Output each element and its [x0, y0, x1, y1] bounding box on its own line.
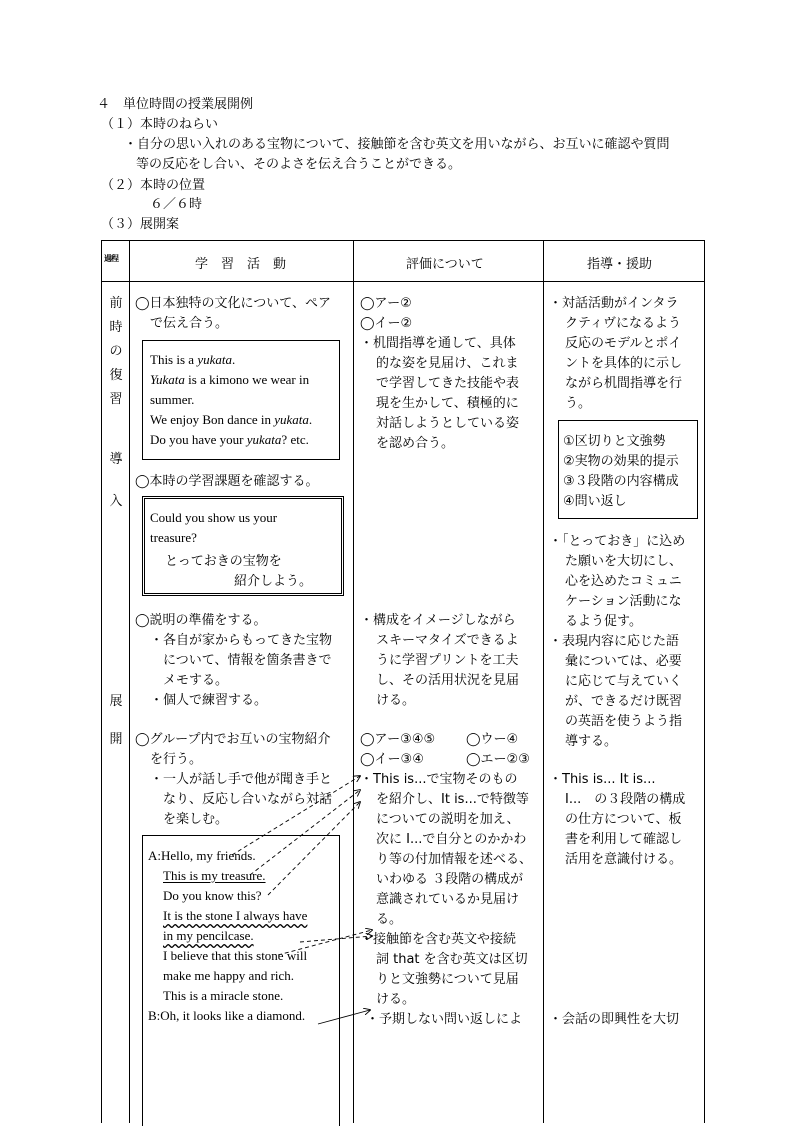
activity-2: ◯本時の学習課題を確認する。: [135, 474, 319, 489]
support-2c: 心を込めたコミュニ: [565, 574, 682, 589]
support-2e: るよう促す。: [565, 614, 642, 629]
support-4e: 活用を意識付ける。: [565, 852, 683, 867]
support-2a: ・「とっておき」に込め: [549, 534, 686, 549]
eval-criterion-1: ◯アー②: [360, 296, 412, 311]
aim-label: （１）本時のねらい: [101, 117, 219, 132]
dialog-line-3: Do you know this?: [163, 888, 262, 903]
eval-note-4c: りと文強勢について見届: [376, 972, 519, 987]
arrow-3: [268, 802, 360, 895]
eval-note-3d: 次に I...で自分とのかかわ: [376, 832, 527, 847]
eval-note-3g: 意識されているか見届け: [376, 892, 520, 907]
activity-1-line1: ◯日本独特の文化について、ペア: [135, 296, 332, 311]
point-1: ①区切りと文強勢: [563, 434, 666, 449]
arrow-1: [232, 776, 360, 855]
eval-criterion-2: ◯イー②: [360, 316, 413, 331]
support-4a: ・This is... It is...: [549, 772, 656, 787]
activity-4-bullet-1a: ・一人が話し手で他が聞き手と: [150, 772, 333, 787]
eval-note-1b: 的な姿を見届け、これま: [376, 356, 519, 371]
eval-note-3a: ・This is...で宝物そのもの: [360, 772, 518, 787]
activity-3-bullet-1a: ・各自が家からもってきた宝物: [150, 633, 333, 648]
eval-criterion-6: ◯エー②③: [466, 752, 530, 767]
dialog-line-2: This is my treasure.: [163, 868, 266, 883]
eval-note-5: ・予期しない問い返しによ: [366, 1012, 523, 1027]
activity-3: ◯説明の準備をする。: [135, 613, 267, 628]
support-2b: た願いを大切にし、: [565, 554, 683, 569]
eval-note-1f: を認め合う。: [376, 436, 455, 451]
activity-4-line1: ◯グループ内でお互いの宝物紹介: [135, 732, 331, 747]
activity-4-line2: を行う。: [150, 752, 203, 767]
goal-line-2: treasure?: [150, 530, 197, 545]
dialog-line-9: B:Oh, it looks like a diamond.: [148, 1008, 306, 1023]
example-line-5: Do you have your yukata? etc.: [150, 432, 309, 447]
support-4c: の仕方について、板: [565, 812, 682, 827]
eval-note-1e: 対話しようとしている姿: [376, 416, 520, 431]
eval-note-1d: 現を生かして、積極的に: [376, 396, 519, 411]
arrow-2: [250, 790, 360, 875]
arrow-4: [300, 936, 372, 942]
arrow-6: [318, 1010, 370, 1024]
eval-note-2b: スキーマタイズできるよ: [376, 633, 519, 648]
dialog-line-7: make me happy and rich.: [163, 968, 295, 983]
eval-note-1c: で学習してきた技能や表: [376, 376, 520, 391]
dialog-line-1: A:Hello, my friends.: [148, 848, 256, 863]
example-line-3: summer.: [150, 392, 195, 407]
example-line-2: Yukata is a kimono we wear in: [150, 372, 310, 387]
stage-char: 展: [109, 694, 123, 709]
point-3: ③３段階の内容構成: [563, 474, 679, 489]
support-5: ・会話の即興性を大切: [549, 1012, 680, 1027]
eval-criterion-3: ◯アー③④⑤: [360, 732, 436, 747]
support-4d: 書を利用して確認し: [565, 832, 683, 847]
dialog-line-8: This is a miracle stone.: [163, 988, 284, 1003]
support-2d: ケーション活動にな: [565, 594, 682, 609]
stage-char: 入: [109, 494, 123, 509]
eval-note-2d: し、その活用状況を見届: [376, 673, 520, 688]
eval-note-3h: る。: [376, 912, 403, 927]
support-1c: 反応のモデルとポイ: [565, 336, 682, 351]
support-1f: う。: [565, 396, 592, 411]
eval-note-1a: ・机間指導を通して、具体: [360, 336, 516, 351]
example-line-1: This is a yukata.: [150, 352, 236, 367]
stage-char: 時: [109, 320, 123, 335]
eval-note-3e: り等の付加情報を述べる、: [376, 852, 533, 867]
support-1a: ・対話活動がインタラ: [549, 296, 679, 311]
eval-criterion-5: ◯イー③④: [360, 752, 424, 767]
activity-3-bullet-1c: メモする。: [163, 673, 229, 688]
support-3e: の英語を使うよう指: [565, 714, 683, 729]
support-3c: に応じて与えていく: [565, 674, 683, 689]
support-3a: ・表現内容に応じた語: [549, 634, 680, 649]
dialog-line-6: I believe that this stone will: [163, 948, 308, 963]
stage-char: 導: [109, 452, 123, 467]
goal-line-4: 紹介しよう。: [234, 574, 313, 589]
dialog-line-4: It is the stone I always have: [163, 908, 308, 923]
dialog-line-5: in my pencilcase.: [163, 928, 254, 943]
header-stage: 過程: [104, 254, 118, 263]
activity-3-bullet-1b: について、情報を箇条書きで: [163, 653, 332, 668]
eval-note-2a: ・構成をイメージしながら: [360, 613, 516, 628]
position-value: ６／６時: [150, 197, 203, 212]
support-4b: I... の３段階の構成: [565, 792, 686, 807]
support-1d: ントを具体的に示し: [565, 356, 683, 371]
activity-1-line2: で伝え合う。: [150, 316, 229, 331]
aim-text-2: 等の反応をし合い、そのよさを伝え合うことができる。: [136, 157, 462, 172]
eval-note-4d: ける。: [376, 992, 416, 1007]
plan-label: （３）展開案: [101, 217, 180, 232]
stage-char: 習: [109, 392, 123, 407]
section-heading: ４ 単位時間の授業展開例: [97, 97, 254, 112]
goal-line-1: Could you show us your: [150, 510, 278, 525]
support-1e: ながら机間指導を行: [565, 376, 683, 391]
activity-3-bullet-2: ・個人で練習する。: [150, 693, 268, 708]
stage-char: 開: [109, 732, 123, 747]
eval-note-2c: うに学習プリントを工夫: [376, 653, 519, 668]
aim-text-1: ・自分の思い入れのある宝物について、接触節を含む英文を用いながら、お互いに確認や質問: [124, 137, 670, 152]
eval-note-4b: 詞 that を含む英文は区切: [376, 952, 528, 967]
eval-note-3c: についての説明を加え、: [376, 812, 520, 827]
header-support: 指導・援助: [587, 257, 653, 272]
activity-4-bullet-1c: を楽しむ。: [163, 812, 229, 827]
point-4: ④問い返し: [563, 494, 627, 509]
eval-note-3f: いわゆる ３段階の構成が: [376, 872, 524, 887]
activity-4-bullet-1b: なり、反応し合いながら対話: [163, 792, 333, 807]
header-evaluation: 評価について: [406, 257, 484, 272]
point-2: ②実物の効果的提示: [563, 454, 679, 469]
eval-criterion-4: ◯ウー④: [466, 732, 519, 747]
eval-note-3b: を紹介し、It is...で特徴等: [376, 792, 529, 807]
position-label: （２）本時の位置: [101, 178, 206, 193]
stage-char: の: [109, 344, 123, 359]
goal-line-3: とっておきの宝物を: [165, 554, 282, 569]
support-3d: が、できるだけ既習: [565, 694, 683, 709]
support-1b: クティヴになるよう: [565, 316, 681, 331]
support-3b: 彙については、必要: [565, 654, 682, 669]
eval-note-2e: ける。: [376, 693, 416, 708]
header-activity: 学 習 活 動: [195, 257, 287, 272]
arrow-5: [278, 930, 372, 955]
eval-note-4a: ・接触節を含む英文や接続: [360, 932, 517, 947]
stage-char: 前: [109, 296, 123, 311]
stage-char: 復: [109, 368, 123, 383]
support-3f: 導する。: [565, 734, 618, 749]
example-line-4: We enjoy Bon dance in yukata.: [150, 412, 313, 427]
